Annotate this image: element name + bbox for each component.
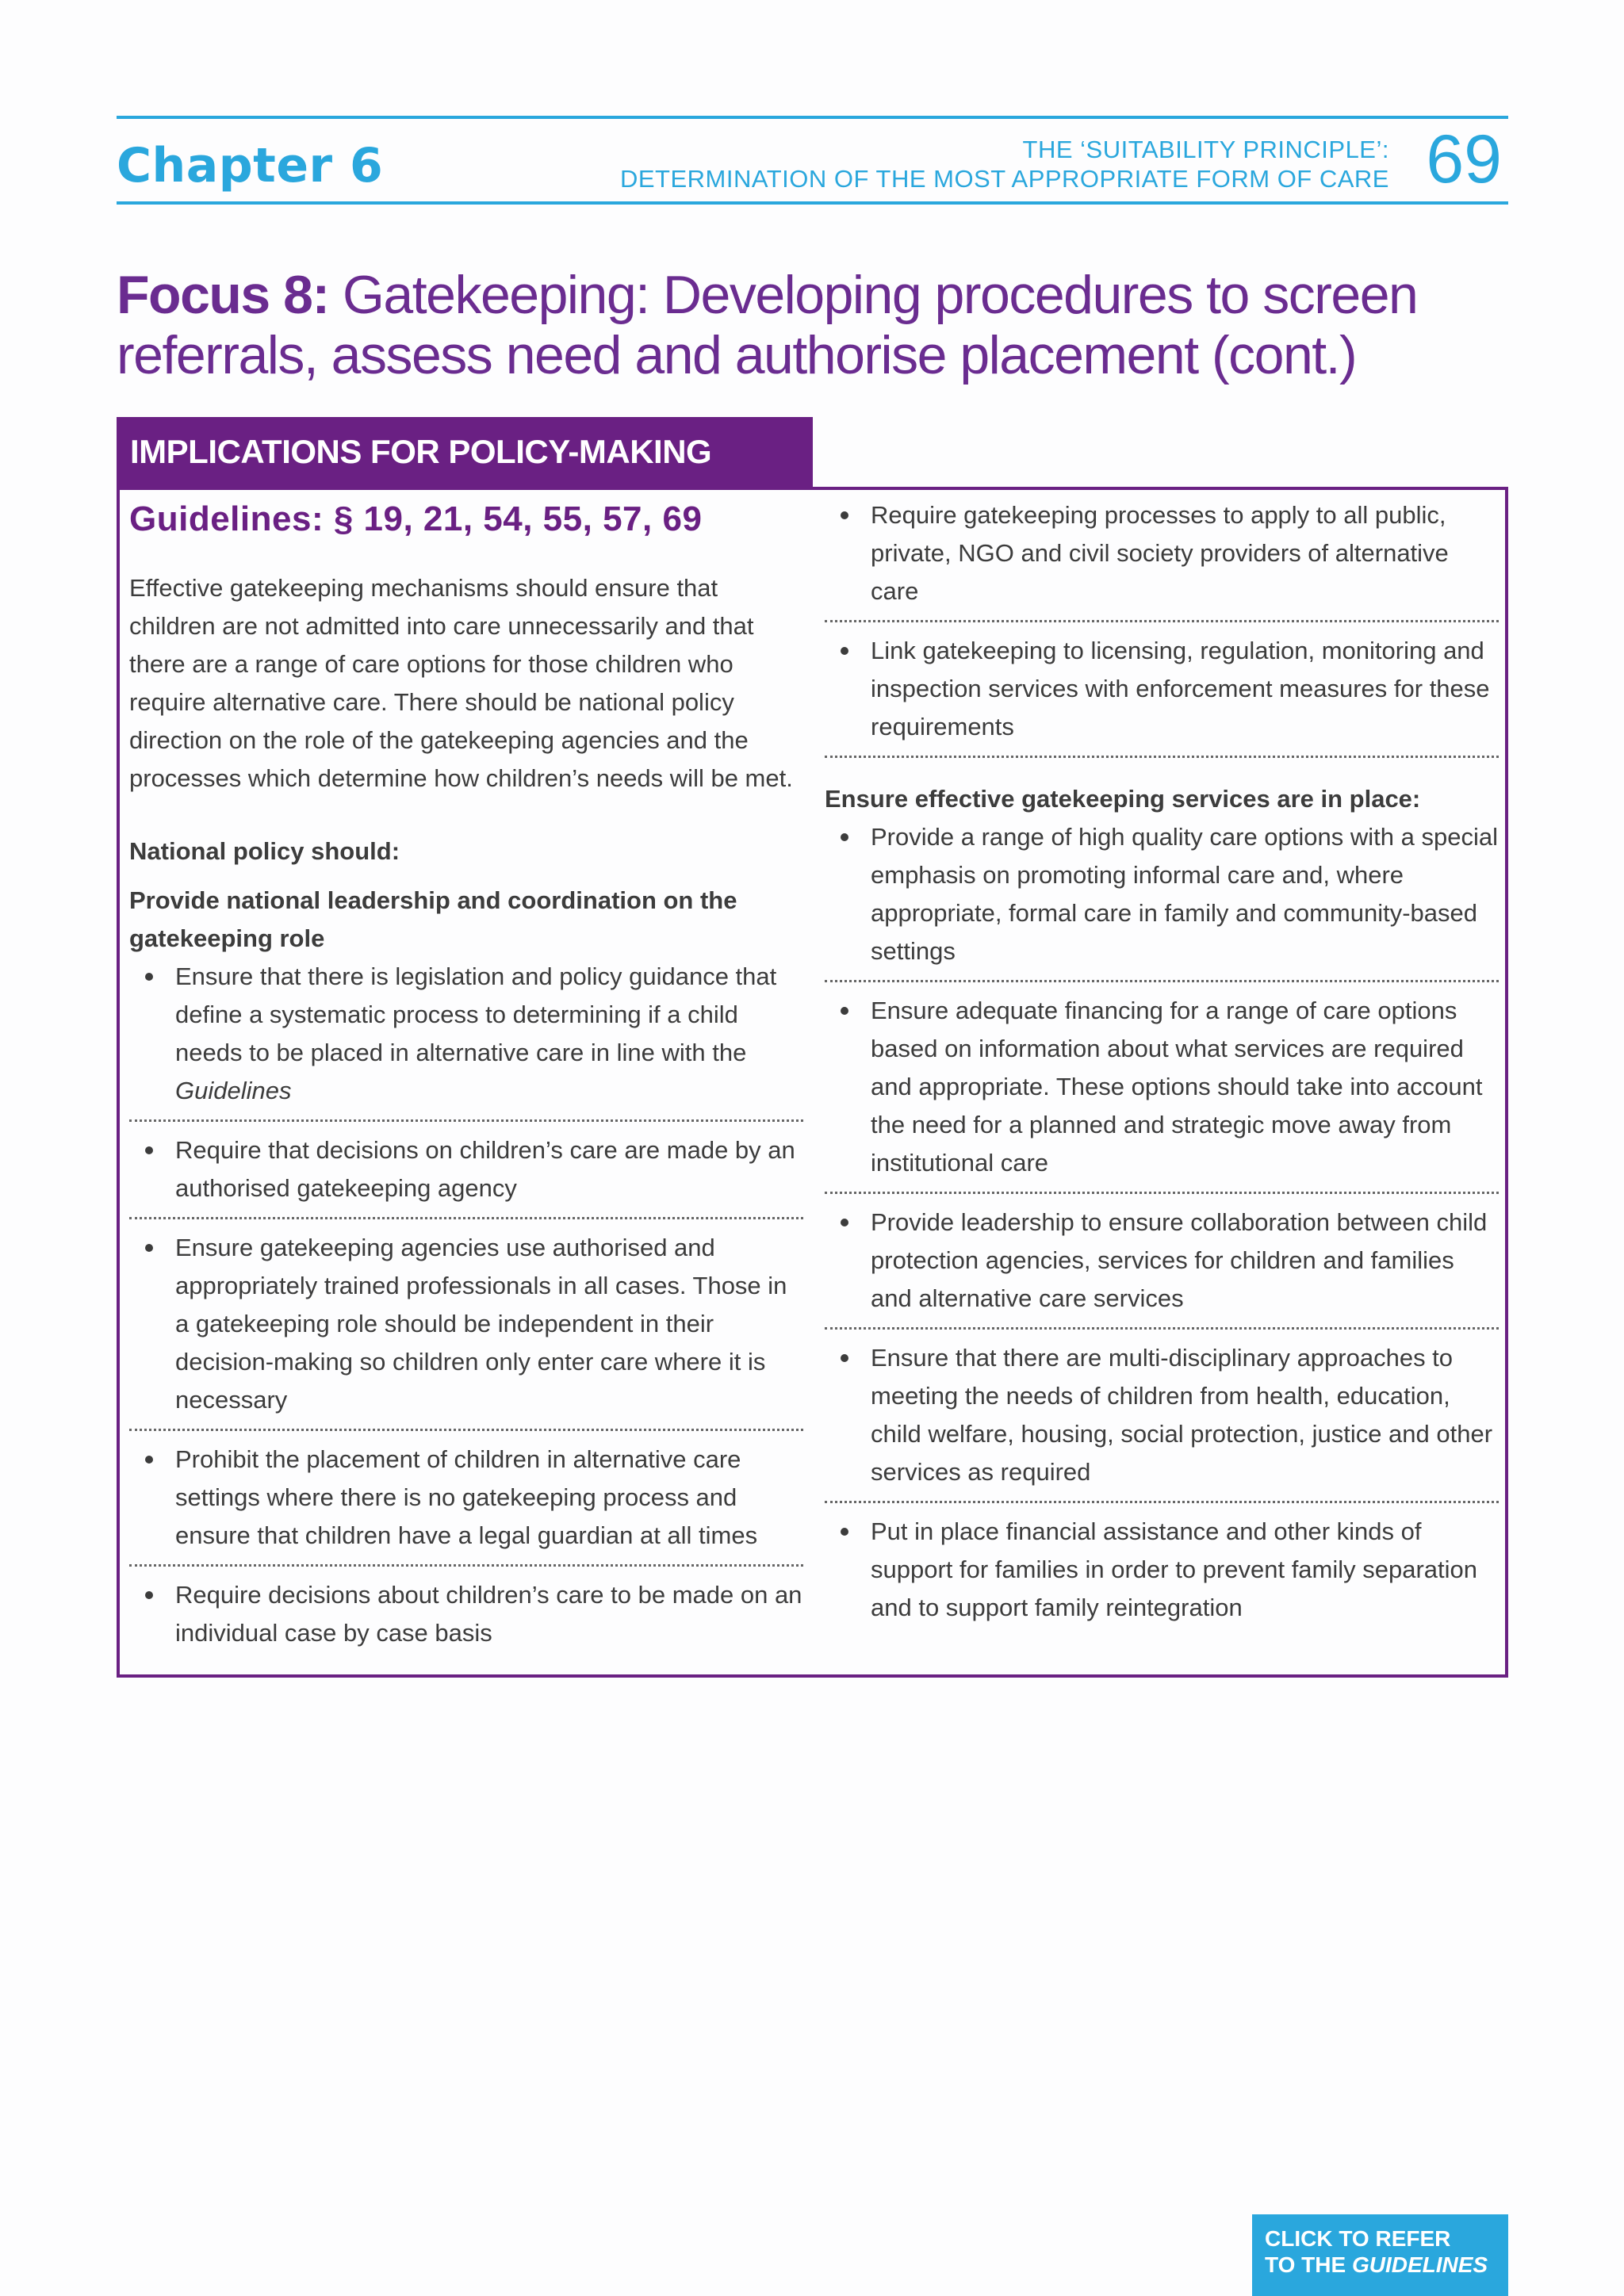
bullet-icon [841, 1354, 848, 1362]
list-item [825, 632, 1499, 758]
list-item-text: Ensure that there are multi-disciplinary approaches to meeting the needs of children from health, education, child welfare, housing, social protection, justice and other services as required [871, 1344, 1493, 1486]
bullet-icon [841, 1219, 848, 1226]
running-title [620, 135, 1389, 193]
guidelines-heading: Guidelines: § 19, 21, 54, 55, 57, 69 [129, 499, 703, 538]
bullet-icon [145, 1244, 153, 1252]
list-item [129, 1441, 803, 1567]
bullet-icon [841, 1528, 848, 1536]
cta-line-2-italic: GUIDELINES [1351, 2252, 1488, 2277]
list-item-text: Ensure adequate financing for a range of care options based on information about what services are required and appropriate. These options should take into account the need for a planned and strategic move away from institutional care [871, 997, 1483, 1177]
bullet-icon [145, 1456, 153, 1464]
left-list [129, 958, 803, 1662]
bullet-icon [145, 973, 153, 981]
right-column [825, 496, 1499, 1646]
bullet-icon [145, 1146, 153, 1154]
list-item-text: Provide leadership to ensure collaboration between child protection agencies, services for children and families and alternative care services [871, 1208, 1488, 1312]
guidelines-italic: Guidelines [175, 1077, 292, 1104]
list-item-text: Require decisions about children’s care to be made on an individual case by case basis [175, 1581, 802, 1647]
cta-line-2 [1265, 2252, 1508, 2278]
list-item [129, 1576, 803, 1662]
cta-line-1: CLICK TO REFER [1265, 2226, 1451, 2251]
list-item-text: Require gatekeeping processes to apply to all public, private, NGO and civil society providers of alternative care [871, 501, 1449, 605]
running-title-line-1: THE ‘SUITABILITY PRINCIPLE’: [1022, 136, 1389, 163]
list-item-text: Provide a range of high quality care options with a special emphasis on promoting informal care and, where appropriate, formal care in family and community-based settings [871, 823, 1498, 965]
list-item [825, 496, 1499, 622]
bullet-icon [841, 1007, 848, 1015]
bullet-icon [841, 647, 848, 655]
list-item-text: Link gatekeeping to licensing, regulation, monitoring and inspection services with enforcement measures for these requirements [871, 637, 1490, 740]
chapter-label: Chapter 6 [117, 138, 384, 193]
list-item-text: Ensure that there is legislation and policy guidance that define a systematic process to determining if a child needs to be placed in alternative care in line with the [175, 962, 777, 1066]
services-heading: Ensure effective gatekeeping services are in place: [825, 785, 1421, 813]
page-header [117, 116, 1508, 205]
list-item [825, 1203, 1499, 1330]
bullet-icon [145, 1591, 153, 1599]
list-item [825, 1513, 1499, 1636]
left-column [129, 496, 803, 1671]
national-policy-label: National policy should: [129, 837, 400, 865]
list-item [129, 1131, 803, 1219]
list-item-text: Put in place financial assistance and other kinds of support for families in order to prevent family separation and to support family reintegration [871, 1517, 1478, 1621]
list-item [825, 1339, 1499, 1503]
list-item [129, 1229, 803, 1431]
section-tab: IMPLICATIONS FOR POLICY-MAKING [117, 417, 813, 488]
bullet-icon [841, 833, 848, 841]
cta-line-2-prefix: TO THE [1265, 2252, 1352, 2277]
page-number: 69 [1426, 121, 1502, 197]
bullet-icon [841, 511, 848, 519]
focus-title-text: Gatekeeping: Developing procedures to screen referrals, assess need and authorise placement (cont.) [117, 265, 1418, 385]
list-item-text: Prohibit the placement of children in alternative care settings where there is no gatekeeping process and ensure that children have a legal guardian at all times [175, 1445, 758, 1549]
focus-number: Focus 8: [117, 265, 329, 325]
list-item-text: Ensure gatekeeping agencies use authorised and appropriately trained professionals in all cases. Those in a gatekeeping role should be independent in their decision-making so children only enter care where it is necessary [175, 1234, 787, 1414]
list-item [129, 958, 803, 1122]
list-item [825, 818, 1499, 982]
right-list-a [825, 496, 1499, 758]
running-title-line-2: DETERMINATION OF THE MOST APPROPRIATE FORM OF CARE [619, 165, 1389, 193]
list-item [825, 992, 1499, 1194]
right-list-b [825, 818, 1499, 1636]
list-item-text: Require that decisions on children’s care are made by an authorised gatekeeping agency [175, 1136, 795, 1202]
focus-title [117, 265, 1512, 385]
refer-guidelines-button[interactable] [1252, 2214, 1508, 2296]
intro-paragraph: Effective gatekeeping mechanisms should ensure that children are not admitted into care unnecessarily and that there are a range of care options for those children who require alternative care. There should be national policy direction on the role of the gatekeeping agencies and the processes which determine how children’s needs will be met. [129, 574, 793, 792]
leadership-heading: Provide national leadership and coordination on the gatekeeping role [129, 886, 737, 952]
